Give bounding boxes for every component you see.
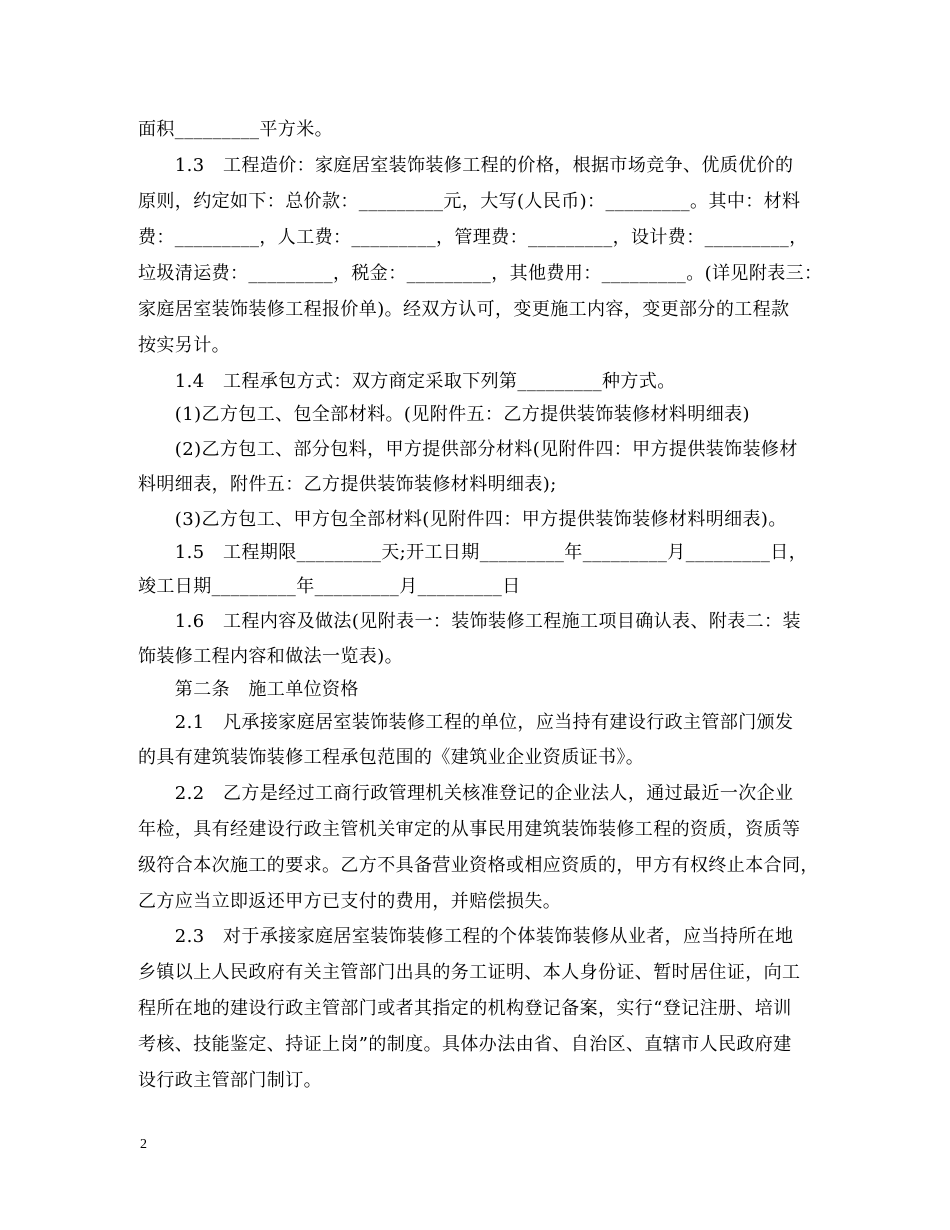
- text-line: 1.4 工程承包方式：双方商定采取下列第_________种方式。: [138, 371, 676, 392]
- text-line: 竣工日期_________年_________月_________日: [138, 576, 521, 597]
- text-line: (3)乙方包工、甲方包全部材料(见附件四：甲方提供装饰装修材料明细表)。: [138, 509, 787, 530]
- text-line: 垃圾清运费：_________，税金：_________，其他费用：_________。(详见附表三：: [138, 263, 823, 284]
- text-line: 年检，具有经建设行政主管机关审定的从事民用建筑装饰装修工程的资质，资质等: [138, 819, 801, 840]
- text-line: 程所在地的建设行政主管部门或者其指定的机构登记备案，实行“登记注册、培训: [138, 998, 792, 1019]
- text-line: (2)乙方包工、部分包料，甲方提供部分材料(见附件四：甲方提供装饰装修材: [138, 439, 798, 460]
- text-line: 料明细表，附件五：乙方提供装饰装修材料明细表);: [138, 474, 557, 495]
- text-line: 1.5 工程期限_________天;开工日期_________年_________月_________日，: [138, 542, 808, 563]
- text-line: 2.1 凡承接家庭居室装饰装修工程的单位，应当持有建设行政主管部门颁发: [138, 712, 794, 733]
- section-heading: 第二条 施工单位资格: [138, 679, 359, 700]
- text-line: 费：_________，人工费：_________，管理费：_________，设计费：_________，: [138, 227, 808, 248]
- text-line: 设行政主管部门制订。: [138, 1070, 322, 1091]
- text-line: (1)乙方包工、包全部材料。(见附件五：乙方提供装饰装修材料明细表): [138, 404, 750, 425]
- text-line: 级符合本次施工的要求。乙方不具备营业资格或相应资质的，甲方有权终止本合同，: [138, 855, 819, 876]
- text-line: 原则，约定如下：总价款：_________元，大写(人民币)：_________。其中：材料: [138, 191, 801, 212]
- text-line: 的具有建筑装饰装修工程承包范围的《建筑业企业资质证书》。: [138, 747, 645, 768]
- text-line: 2.3 对于承接家庭居室装饰装修工程的个体装饰装修从业者，应当持所在地: [138, 926, 794, 947]
- text-line: 按实另计。: [138, 335, 230, 356]
- text-line: 2.2 乙方是经过工商行政管理机关核准登记的企业法人，通过最近一次企业: [138, 783, 794, 804]
- text-line: 家庭居室装饰装修工程报价单)。经双方认可，变更施工内容，变更部分的工程款: [138, 299, 790, 320]
- text-line: 考核、技能鉴定、持证上岗”的制度。具体办法由省、自治区、直辖市人民政府建: [138, 1034, 792, 1055]
- text-line: 面积_________平方米。: [138, 119, 333, 140]
- text-line: 饰装修工程内容和做法一览表)。: [138, 646, 404, 667]
- page-number: 2: [140, 1137, 147, 1152]
- text-line: 乡镇以上人民政府有关主管部门出具的务工证明、本人身份证、暂时居住证，向工: [138, 962, 801, 983]
- text-line: 乙方应当立即返还甲方已支付的费用，并赔偿损失。: [138, 891, 562, 912]
- text-line: 1.3 工程造价：家庭居室装饰装修工程的价格，根据市场竞争、优质优价的: [138, 155, 794, 176]
- text-line: 1.6 工程内容及做法(见附表一：装饰装修工程施工项目确认表、附表二：装: [138, 611, 801, 632]
